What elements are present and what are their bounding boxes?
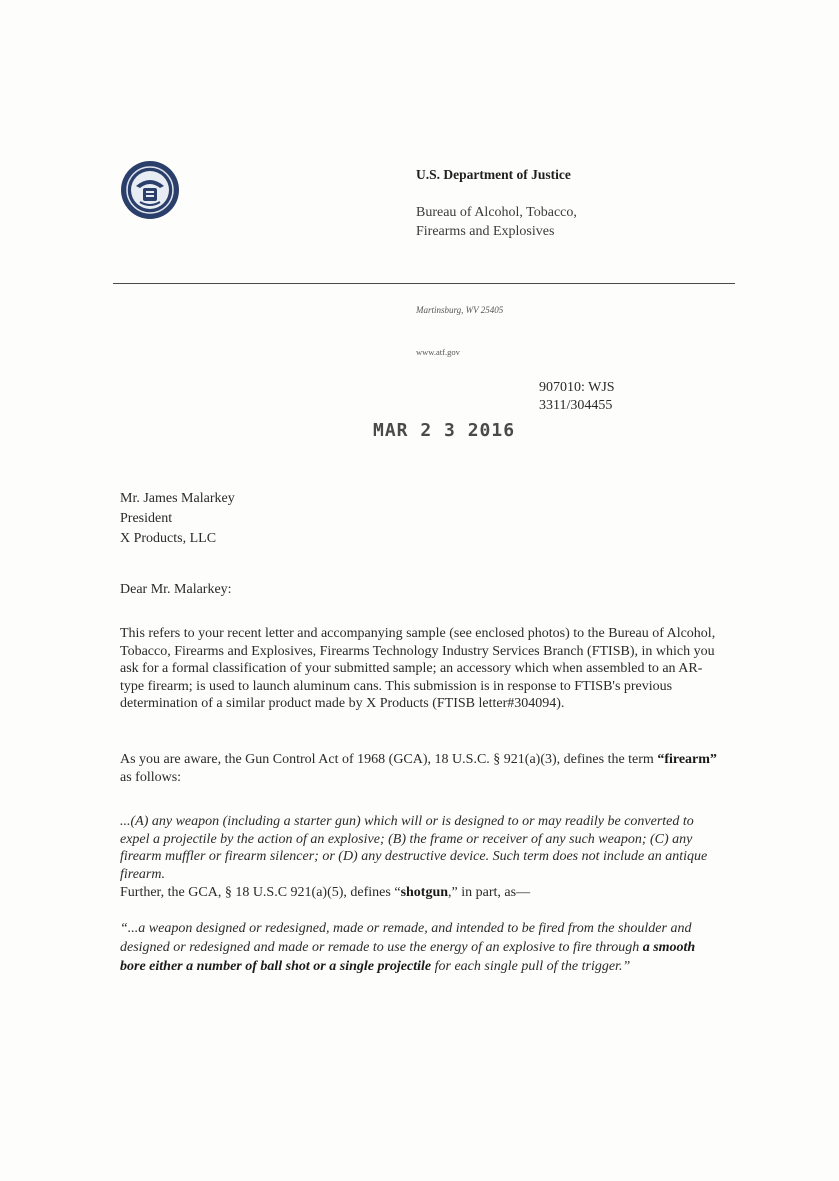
header-divider [113,283,735,284]
office-location: Martinsburg, WV 25405 [416,305,504,315]
paragraph-firearm-definition [120,751,720,786]
paragraph-text: As you are aware, the Gun Control Act of 1968 (GCA), 18 U.S.C. § 921(a)(3), defines the term [120,752,658,767]
quote-text: for each single pull of the trigger.” [431,959,631,974]
website-text: www.atf.gov [416,347,460,357]
shotgun-definition-quote [120,919,720,976]
recipient-name: Mr. James Malarkey [120,491,235,506]
bureau-line-2: Firearms and Explosives [416,224,555,239]
paragraph-intro: This refers to your recent letter and accompanying sample (see enclosed photos) to the Bureau of Alcohol, Tobacco, Firearms and Explosives, Firearms Technology Industry Services Branch (FTISB), in which you ask for a formal classification of your submitted sample; an accessory which when assembled to an AR-type firearm; is used to launch aluminum cans. This submission is in response to FTISB's previous determination of a similar product made by X Products (FTISB letter#304094). [120,626,716,711]
quote-emphasis: a smooth bore either a number of ball shot or a single projectile [120,940,696,974]
term-firearm: “firearm” [657,752,717,767]
reference-line-1: 907010: WJS [539,380,615,395]
department-name: U.S. Department of Justice [416,167,571,182]
paragraph-shotgun-definition [120,884,720,902]
recipient-address [120,489,235,549]
date-stamp: MAR 2 3 2016 [373,420,516,441]
bureau-line-1: Bureau of Alcohol, Tobacco, [416,205,577,220]
term-shotgun: shotgun [400,885,449,900]
recipient-title: President [120,511,173,526]
reference-numbers [539,379,615,415]
doj-seal-icon [120,160,180,220]
paragraph-text: Further, the GCA, § 18 U.S.C 921(a)(5), defines “ [120,885,401,900]
salutation: Dear Mr. Malarkey: [120,582,232,597]
paragraph-text: as follows: [120,769,182,785]
bureau-name [416,203,577,241]
recipient-company: X Products, LLC [120,531,217,546]
firearm-definition-quote: ...(A) any weapon (including a starter gun) which will or is designed to or may readily be converted to expel a projectile by the action of an explosive; (B) the frame or receiver of any such weapon; (C) any firearm muffler or firearm silencer; or (D) any destructive device. Such term does not include an antique firearm. [120,814,708,882]
reference-line-2: 3311/304455 [539,398,613,413]
quote-text: “...a weapon designed or redesigned, made or remade, and intended to be fired from the shoulder and designed or redesigned and made or remade to use the energy of an explosive to fire through [120,921,692,955]
paragraph-text: ,” in part, as— [448,885,531,900]
